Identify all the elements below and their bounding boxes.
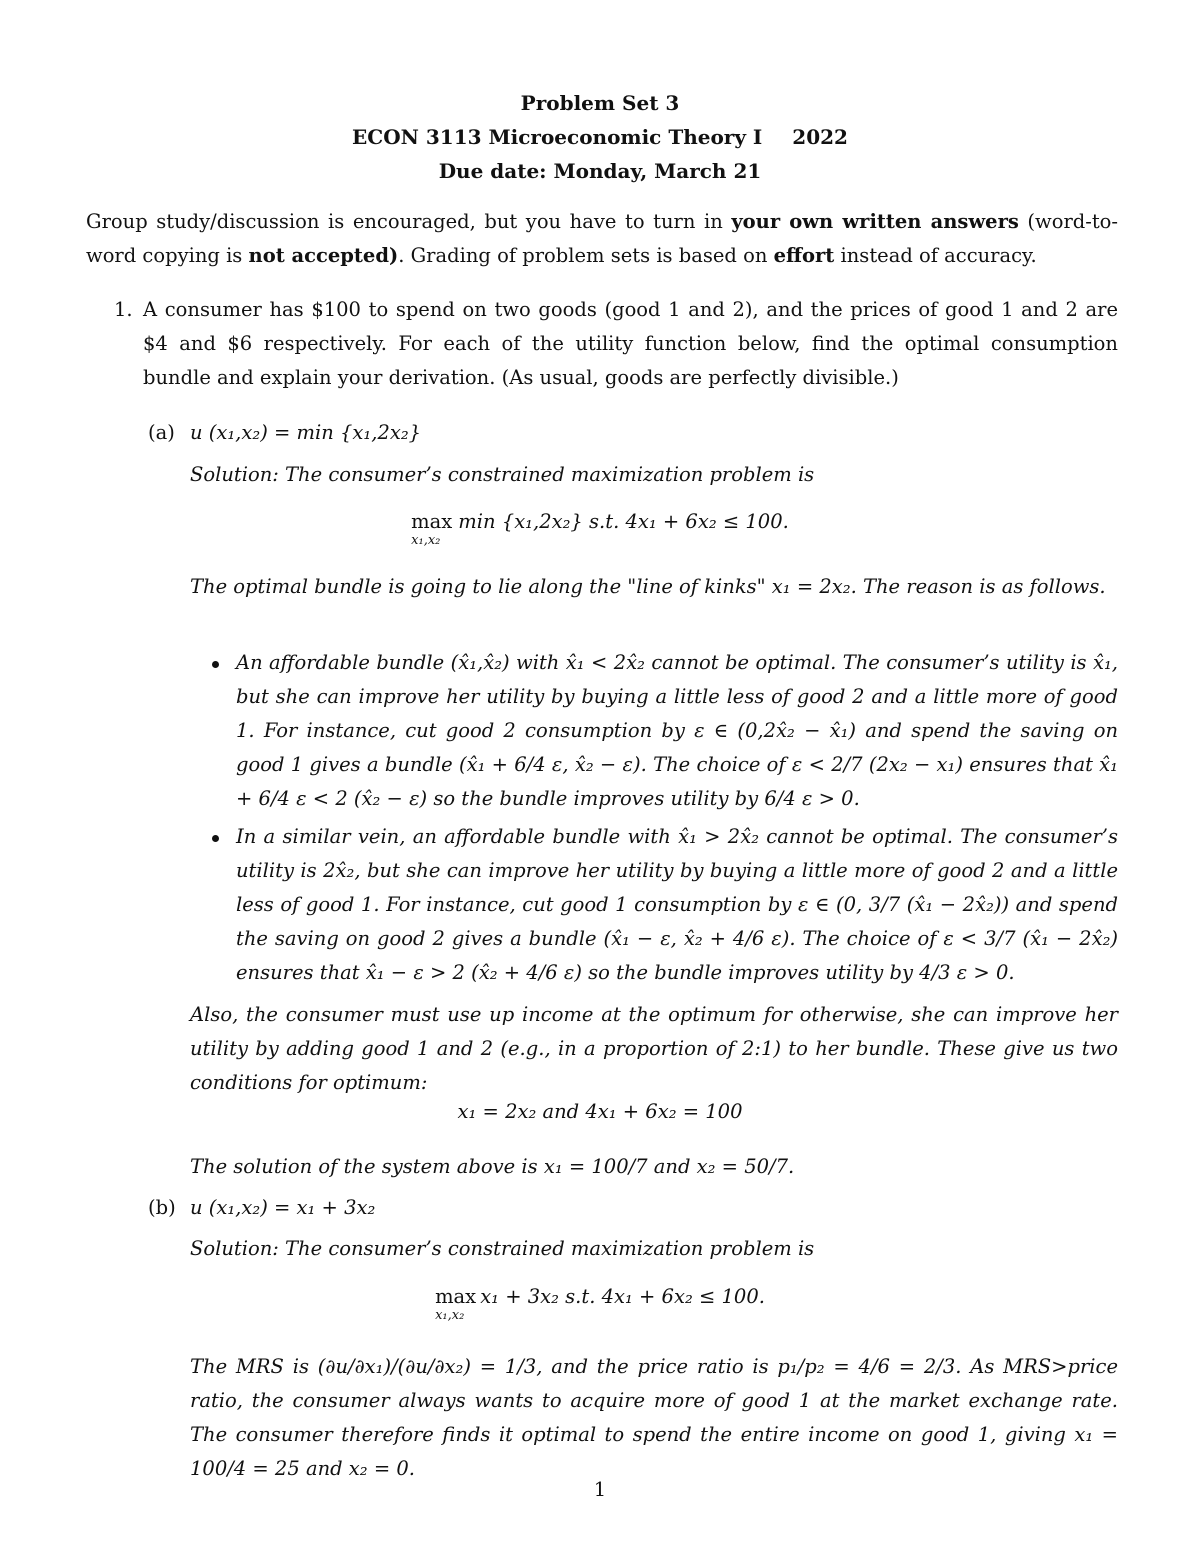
part-a-utility-function: u (x₁,x₂) = min {x₁,2x₂} <box>190 421 422 444</box>
part-a-label: (a) <box>148 421 175 444</box>
bullet-text: In a similar vein, an affordable bundle with x̂₁ > 2x̂₂ cannot be optimal. The consumer’s utility is 2x̂₂, but she can improve her utility by buying a little more of good 2 and a little less of good 1. For instance, cut good 1 consumption by ε ∈ (0, 3/7 (x̂₁ − 2x̂₂)) and spend the saving on good 2 gives a bundle (x̂₁ − ε, x̂₂ + 4/6 ε). The choice of ε < 3/7 (x̂₁ − 2x̂₂) ensures that x̂₁ − ε > 2 (x̂₂ + 4/6 ε) so the bundle improves utility by 4/3 ε > 0. <box>236 825 1118 984</box>
part-a-line-of-kinks: The optimal bundle is going to lie along the "line of kinks" x₁ = 2x₂. The reason is as follows. <box>190 575 1106 598</box>
part-b-utility-function: u (x₁,x₂) = x₁ + 3x₂ <box>190 1196 376 1219</box>
part-a-solution: The solution of the system above is x₁ = 100/7 and x₂ = 50/7. <box>190 1155 795 1178</box>
bullet-dot-icon <box>212 661 219 668</box>
intro-text-2: (word-to-word copying is <box>86 210 1119 267</box>
max-op-subscript: x₁,x₂ <box>435 1308 465 1323</box>
bullet-dot-icon <box>212 835 219 842</box>
max-op-text: max <box>411 510 453 533</box>
part-b-label: (b) <box>148 1196 176 1219</box>
max-op-subscript: x₁,x₂ <box>411 533 441 548</box>
question-text: A consumer has $100 to spend on two goods (good 1 and 2), and the prices of good 1 and 2 are $4 and $6 respectively. For each of the utility function below, find the optimal consumption bundle and explain your derivation. (As usual, goods are perfectly divisible.) <box>143 298 1118 389</box>
intro-bold-1: your own written answers <box>731 210 1019 233</box>
part-a-max-problem <box>0 510 1200 548</box>
max-operator <box>435 1285 476 1323</box>
bullet-item <box>190 646 1118 816</box>
bullet-item <box>190 820 1118 990</box>
part-b-max-expression: x₁ + 3x₂ s.t. 4x₁ + 6x₂ ≤ 100. <box>480 1285 765 1308</box>
problem-set-title: Problem Set 3 <box>520 91 680 115</box>
intro-text-3: . Grading of problem sets is based on <box>398 244 774 267</box>
course-name: ECON 3113 Microeconomic Theory I <box>352 125 763 149</box>
max-operator <box>411 510 452 548</box>
page-number: 1 <box>593 1478 607 1501</box>
part-b-solution-intro: Solution: The consumer’s constrained maximization problem is <box>190 1237 815 1260</box>
part-b-max-problem <box>0 1285 1200 1323</box>
part-b-mrs-paragraph: The MRS is (∂u/∂x₁)/(∂u/∂x₂) = 1/3, and the price ratio is p₁/p₂ = 4/6 = 2/3. As MRS>price ratio, the consumer always wants to acquire more of good 1 at the market exchange rate. The consumer therefore finds it optimal to spend the entire income on good 1, giving x₁ = 100/4 = 25 and x₂ = 0. <box>190 1355 1118 1480</box>
instructions-paragraph <box>86 205 1118 273</box>
due-date: Due date: Monday, March 21 <box>438 159 762 183</box>
intro-text-1: Group study/discussion is encouraged, but you have to turn in <box>86 210 732 233</box>
question-number: 1. <box>114 298 133 321</box>
max-op-text: max <box>435 1285 477 1308</box>
course-year: 2022 <box>792 125 848 149</box>
intro-bold-3: effort <box>773 244 835 267</box>
part-a-bullet-list <box>190 646 1118 990</box>
intro-text-4: instead of accuracy. <box>834 244 1037 267</box>
course-line <box>0 120 1200 154</box>
document-header <box>0 86 1200 188</box>
part-a-conditions: x₁ = 2x₂ and 4x₁ + 6x₂ = 100 <box>457 1100 743 1123</box>
part-a-income-paragraph: Also, the consumer must use up income at the optimum for otherwise, she can improve her utility by adding good 1 and 2 (e.g., in a proportion of 2:1) to her bundle. These give us two conditions for optimum: <box>190 1003 1118 1094</box>
bullet-text: An affordable bundle (x̂₁,x̂₂) with x̂₁ < 2x̂₂ cannot be optimal. The consumer’s utility is x̂₁, but she can improve her utility by buying a little less of good 2 and a little more of good 1. For instance, cut good 2 consumption by ε ∈ (0,2x̂₂ − x̂₁) and spend the saving on good 1 gives a bundle (x̂₁ + 6/4 ε, x̂₂ − ε). The choice of ε < 2/7 (2x₂ − x₁) ensures that x̂₁ + 6/4 ε < 2 (x̂₂ − ε) so the bundle improves utility by 6/4 ε > 0. <box>236 651 1118 810</box>
part-a-solution-intro: Solution: The consumer’s constrained maximization problem is <box>190 463 815 486</box>
part-a-max-expression: min {x₁,2x₂} s.t. 4x₁ + 6x₂ ≤ 100. <box>458 510 789 533</box>
intro-bold-2: not accepted) <box>248 244 399 267</box>
